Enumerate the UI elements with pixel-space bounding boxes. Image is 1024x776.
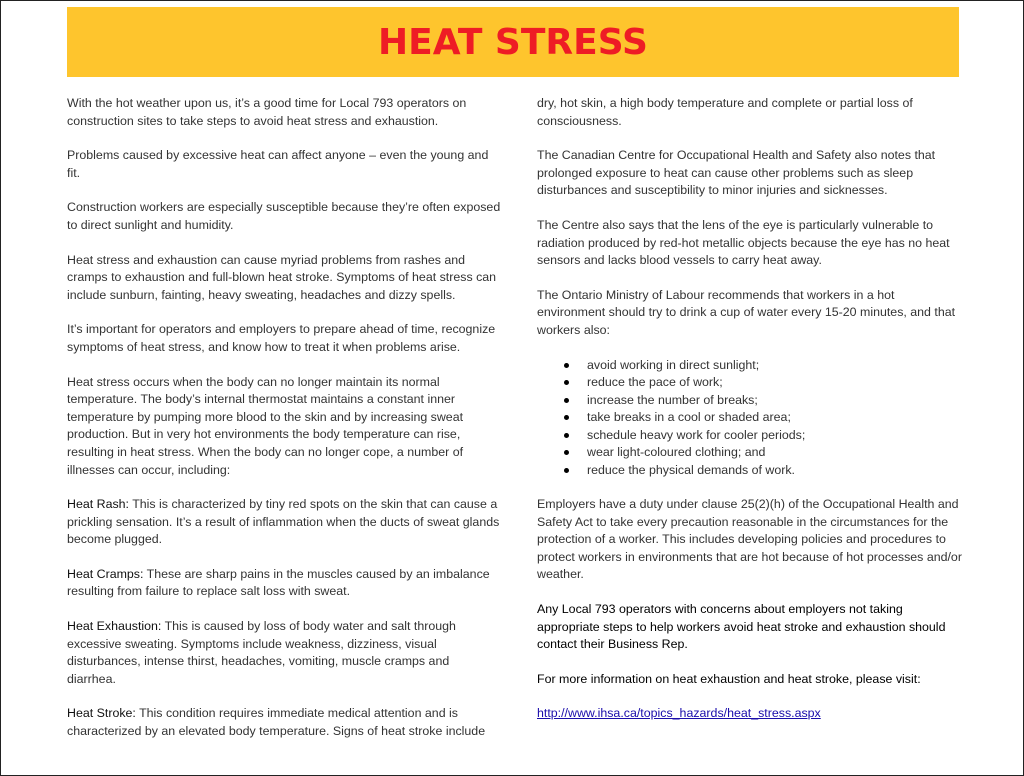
link-paragraph: [537, 705, 963, 723]
prepare-paragraph: It’s important for operators and employers to prepare ahead of time, recognize symptoms of heat stress, and know how to treat it when problems arise.: [67, 322, 496, 354]
list-item: avoid working in direct sunlight;: [537, 357, 963, 375]
heat-stroke-paragraph: [67, 705, 501, 740]
bullet-icon: [564, 450, 569, 455]
right-column: [537, 95, 963, 740]
heat-stroke-term: Heat Stroke:: [67, 706, 136, 721]
more-info-paragraph: For more information on heat exhaustion and heat stroke, please visit:: [537, 671, 921, 686]
heat-cramps-text: These are sharp pains in the muscles caused by an imbalance resulting from failure to replace salt loss with sweat.: [67, 566, 490, 599]
employers-duty-paragraph: Employers have a duty under clause 25(2)(h) of the Occupational Health and Safety Act to take every precaution reasonable in the circumstances for the protection of a worker. This includes developing policies and procedures to protect workers in environments that are hot because of hot processes and/or weather.: [537, 497, 962, 582]
heat-rash-paragraph: [67, 496, 501, 549]
heat-exhaustion-term: Heat Exhaustion:: [67, 619, 162, 634]
stroke-continued-paragraph: dry, hot skin, a high body temperature and complete or partial loss of consciousness.: [537, 96, 913, 128]
symptoms-paragraph: Heat stress and exhaustion can cause myriad problems from rashes and cramps to exhaustion and full-blown heat stroke. Symptoms of heat stress can include sunburn, fainting, heavy sweating, headaches and dizzy spells.: [67, 252, 497, 302]
list-item: increase the number of breaks;: [537, 392, 963, 410]
title-banner: [67, 7, 959, 77]
bullet-icon: [564, 415, 569, 420]
heat-cramps-term: Heat Cramps:: [67, 566, 144, 581]
bullet-icon: [564, 398, 569, 403]
list-item: reduce the pace of work;: [537, 374, 963, 392]
list-item: reduce the physical demands of work.: [537, 462, 963, 480]
recommendations-list: [537, 357, 963, 480]
anyone-paragraph: Problems caused by excessive heat can affect anyone – even the young and fit.: [67, 148, 489, 180]
heat-stress-paragraph: Heat stress occurs when the body can no longer maintain its normal temperature. The body’s internal thermostat maintains a constant inner temperature by pumping more blood to the skin and by increasing sweat production. But in very hot environments the body temperature can rise, resulting in heat stress. When the body can no longer cope, a number of illnesses can occur, including:: [67, 374, 464, 477]
heat-rash-term: Heat Rash:: [67, 497, 129, 512]
business-rep-paragraph: Any Local 793 operators with concerns about employers not taking appropriate steps to help workers avoid heat stroke and exhaustion should contact their Business Rep.: [537, 602, 946, 652]
heat-stroke-text: This condition requires immediate medical attention and is characterized by an elevated body temperature. Signs of heat stroke include: [67, 706, 486, 739]
list-item: schedule heavy work for cooler periods;: [537, 427, 963, 445]
intro-paragraph: With the hot weather upon us, it’s a good time for Local 793 operators on construction sites to take steps to avoid heat stress and exhaustion.: [67, 96, 467, 128]
ihsa-link[interactable]: http://www.ihsa.ca/topics_hazards/heat_stress.aspx: [537, 706, 821, 721]
ccohs-paragraph: The Canadian Centre for Occupational Health and Safety also notes that prolonged exposure to heat can cause other problems such as sleep disturbances and susceptibility to minor injuries and sicknesses.: [537, 148, 936, 198]
eye-lens-paragraph: The Centre also says that the lens of the eye is particularly vulnerable to radiation produced by red-hot metallic objects because the eye has no heat sensors and lacks blood vessels to carry heat away.: [537, 217, 950, 268]
heat-rash-text: This is characterized by tiny red spots on the skin that can cause a prickling sensation. It’s a result of inflammation when the ducts of sweat glands become plugged.: [67, 497, 500, 547]
list-item: wear light-coloured clothing; and: [537, 444, 963, 462]
bullet-icon: [564, 380, 569, 385]
bullet-icon: [564, 363, 569, 368]
workers-paragraph: Construction workers are especially susceptible because they’re often exposed to direct sunlight and humidity.: [67, 200, 501, 232]
list-item: take breaks in a cool or shaded area;: [537, 409, 963, 427]
ministry-paragraph: The Ontario Ministry of Labour recommends that workers in a hot environment should try to drink a cup of water every 15-20 minutes, and that workers also:: [537, 287, 956, 337]
heat-exhaustion-text: This is caused by loss of body water and salt through excessive sweating. Symptoms include weakness, dizziness, visual disturbances, intense thirst, headaches, vomiting, muscle cramps and diarrhea.: [67, 619, 456, 686]
heat-exhaustion-paragraph: [67, 618, 501, 688]
left-column: [67, 95, 501, 758]
bullet-icon: [564, 433, 569, 438]
page-title: HEAT STRESS: [378, 21, 648, 63]
bullet-icon: [564, 468, 569, 473]
heat-cramps-paragraph: [67, 566, 501, 601]
